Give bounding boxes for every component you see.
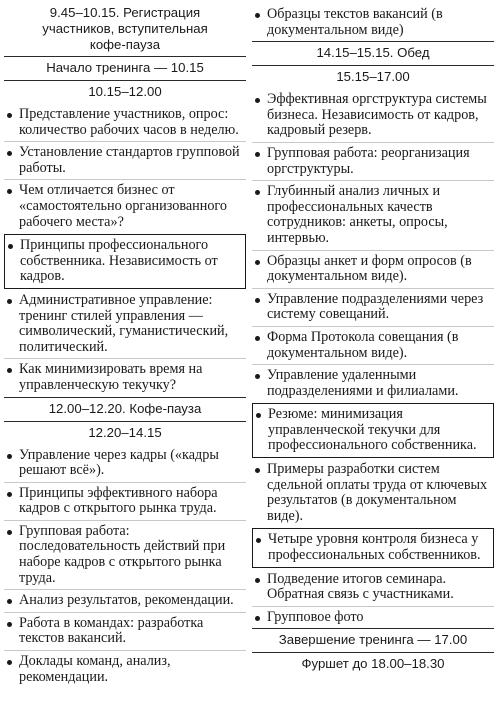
bullet-icon: [255, 616, 260, 621]
list-item: Групповое фото: [252, 606, 494, 629]
bullet-icon: [255, 468, 260, 473]
bullet-icon: [255, 298, 260, 303]
highlighted-list-item: Принципы профессионального собственника. Независимость от кадров.: [4, 234, 246, 289]
bullet-icon: [255, 336, 260, 341]
bullet-icon: [7, 599, 12, 604]
list-item: Образцы текстов вакансий (в документальном виде): [252, 4, 494, 41]
session-3-list: [252, 89, 494, 628]
bullet-icon: [7, 622, 12, 627]
registration-header: 9.45–10.15. Регистрация участников, вступительная кофе-пауза: [42, 5, 208, 52]
left-column: [4, 4, 246, 688]
bullet-icon: [255, 152, 260, 157]
list-item: Групповая работа: последовательность действий при наборе кадров с открытого рынка труда.: [4, 520, 246, 589]
list-item: Эффективная оргструктура системы бизнеса. Независимость от кадров, кадровый резерв.: [252, 89, 494, 142]
list-item: Форма Протокола совещания (в документальном виде).: [252, 326, 494, 364]
lunch-header: 14.15–15.15. Обед: [252, 41, 494, 65]
buffet-header: Фуршет до 18.00–18.30: [252, 652, 494, 676]
bullet-icon: [255, 98, 260, 103]
list-item: Примеры разработки систем сдельной оплаты труда от ключевых результатов (в документальном виде).: [252, 459, 494, 527]
bullet-icon: [7, 189, 12, 194]
right-column: [252, 4, 494, 688]
bullet-icon: [7, 368, 12, 373]
bullet-icon: [7, 492, 12, 497]
bullet-icon: [7, 660, 12, 665]
bullet-icon: [7, 151, 12, 156]
bullet-icon: [7, 454, 12, 459]
list-item: Подведение итогов семинара. Обратная связь с участниками.: [252, 569, 494, 606]
bullet-icon: [8, 244, 13, 249]
training-end-header: Завершение тренинга — 17.00: [252, 628, 494, 652]
list-item: Управление удаленными подразделениями и филиалами.: [252, 364, 494, 402]
list-item: Чем отличается бизнес от «самостоятельно организованного рабочего места»?: [4, 179, 246, 233]
list-item: Управление через кадры («кадры решают всё»).: [4, 445, 246, 482]
list-item: Установление стандартов групповой работы.: [4, 141, 246, 179]
list-item: Групповая работа: реорганизация оргструктуры.: [252, 142, 494, 180]
session-2-list: [4, 445, 246, 689]
list-item: Принципы эффективного набора кадров с открытого рынка труда.: [4, 482, 246, 520]
highlighted-list-item: Резюме: минимизация управленческой текучки для профессионального собственника.: [252, 403, 494, 458]
bullet-icon: [256, 413, 261, 418]
session-3-time: 15.15–17.00: [252, 65, 494, 89]
list-item: Управление подразделениями через систему совещаний.: [252, 288, 494, 326]
highlighted-list-item: Четыре уровня контроля бизнеса у профессиональных собственников.: [252, 528, 494, 567]
list-item: Доклады команд, анализ, рекомендации.: [4, 650, 246, 688]
coffee-break-header: 12.00–12.20. Кофе-пауза: [4, 397, 246, 421]
list-item: Работа в командах: разработка текстов вакансий.: [4, 612, 246, 650]
bullet-icon: [255, 13, 260, 18]
list-item: Представление участников, опрос: количество рабочих часов в неделю.: [4, 104, 246, 141]
list-item: Административное управление: тренинг стилей управления — символический, гуманистический, политический.: [4, 290, 246, 358]
session-1-time: 10.15–12.00: [4, 80, 246, 104]
bullet-icon: [255, 578, 260, 583]
bullet-icon: [255, 260, 260, 265]
session-1-list: [4, 104, 246, 397]
bullet-icon: [256, 538, 261, 543]
training-start-header: Начало тренинга — 10.15: [4, 56, 246, 80]
list-item: Глубинный анализ личных и профессиональных качеств сотрудников: анкеты, опросы, интервью.: [252, 180, 494, 249]
continued-list: [252, 4, 494, 41]
bullet-icon: [7, 530, 12, 535]
bullet-icon: [7, 113, 12, 118]
list-item: Анализ результатов, рекомендации.: [4, 589, 246, 612]
bullet-icon: [255, 374, 260, 379]
session-2-time: 12.20–14.15: [4, 421, 246, 445]
bullet-icon: [255, 190, 260, 195]
list-item: Как минимизировать время на управленческую текучку?: [4, 358, 246, 396]
bullet-icon: [7, 299, 12, 304]
list-item: Образцы анкет и форм опросов (в документальном виде).: [252, 250, 494, 288]
